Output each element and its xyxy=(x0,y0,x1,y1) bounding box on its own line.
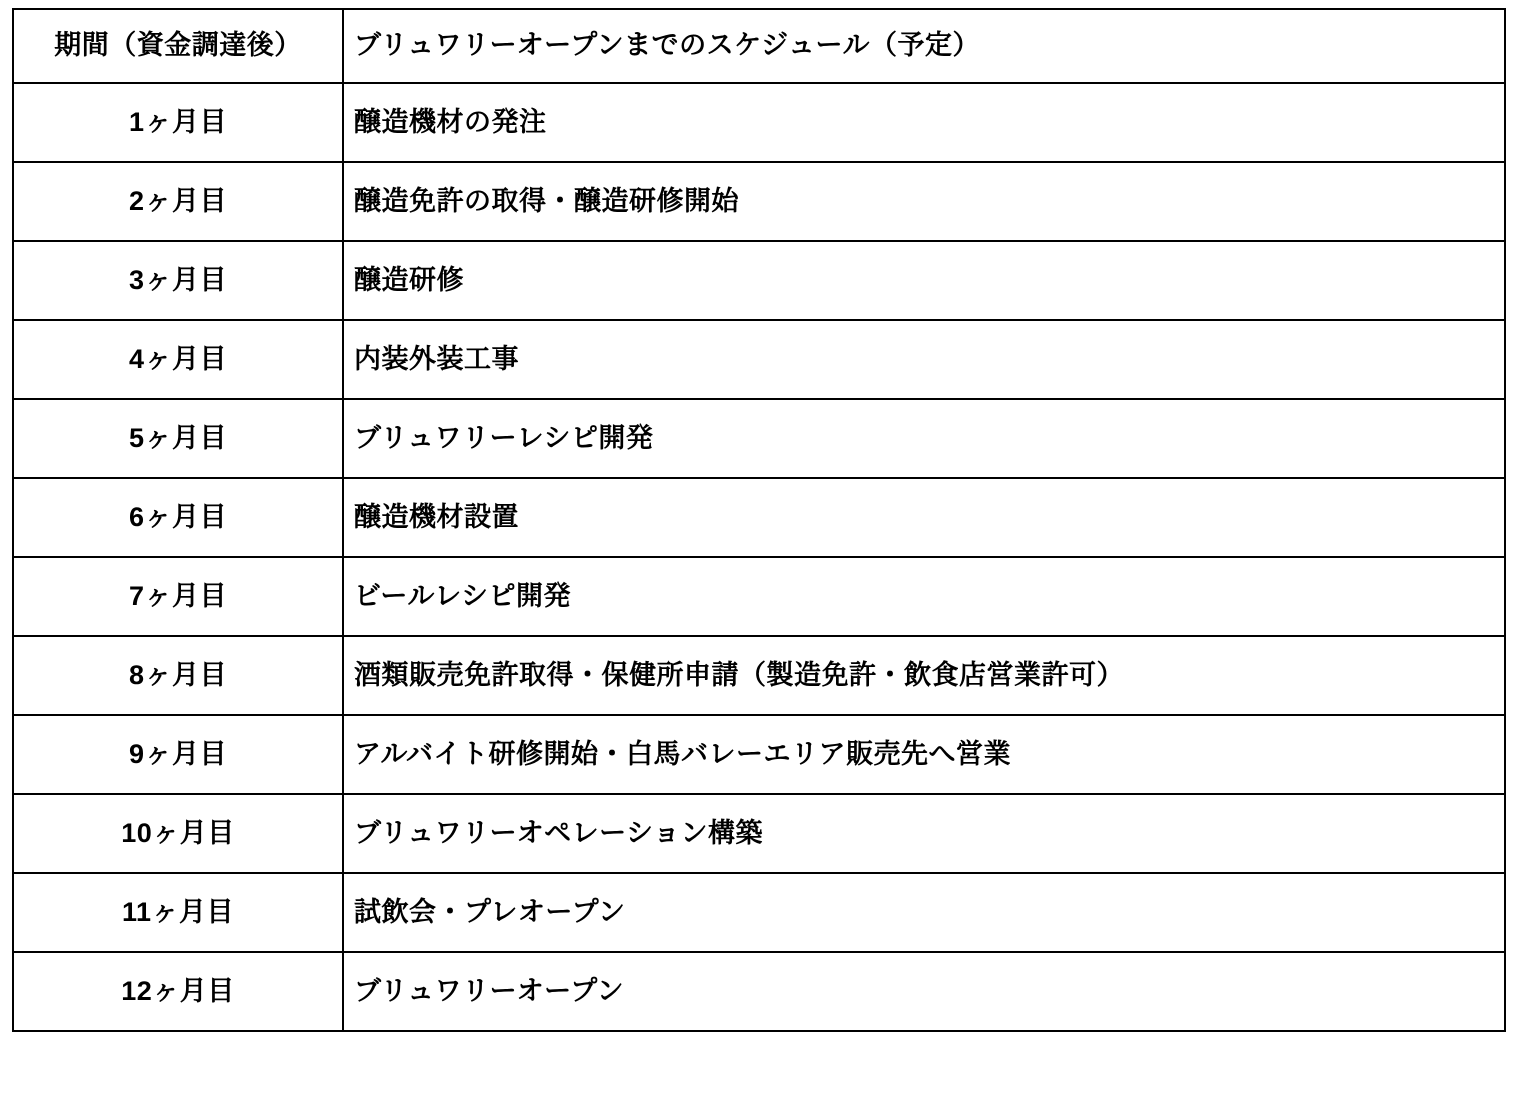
table-header xyxy=(13,9,1505,83)
cell-task: 試飲会・プレオープン xyxy=(343,873,1505,952)
cell-period: 2ヶ月目 xyxy=(13,162,343,241)
table-row xyxy=(13,241,1505,320)
cell-period: 9ヶ月目 xyxy=(13,715,343,794)
cell-period: 4ヶ月目 xyxy=(13,320,343,399)
column-header-task: ブリュワリーオープンまでのスケジュール（予定） xyxy=(343,9,1505,83)
cell-period: 12ヶ月目 xyxy=(13,952,343,1031)
table-row xyxy=(13,399,1505,478)
cell-period: 8ヶ月目 xyxy=(13,636,343,715)
table-row xyxy=(13,83,1505,162)
cell-task: ブリュワリーレシピ開発 xyxy=(343,399,1505,478)
cell-task: 酒類販売免許取得・保健所申請（製造免許・飲食店営業許可） xyxy=(343,636,1505,715)
table-row xyxy=(13,162,1505,241)
table-row xyxy=(13,557,1505,636)
cell-period: 5ヶ月目 xyxy=(13,399,343,478)
table-row xyxy=(13,478,1505,557)
table-row xyxy=(13,952,1505,1031)
table-body xyxy=(13,83,1505,1031)
cell-period: 3ヶ月目 xyxy=(13,241,343,320)
brewery-opening-schedule-table xyxy=(12,8,1506,1032)
cell-period: 1ヶ月目 xyxy=(13,83,343,162)
cell-task: 内装外装工事 xyxy=(343,320,1505,399)
table-row xyxy=(13,715,1505,794)
cell-period: 7ヶ月目 xyxy=(13,557,343,636)
table-row xyxy=(13,636,1505,715)
column-header-period: 期間（資金調達後） xyxy=(13,9,343,83)
cell-task: 醸造免許の取得・醸造研修開始 xyxy=(343,162,1505,241)
table-row xyxy=(13,320,1505,399)
table-row xyxy=(13,794,1505,873)
cell-period: 6ヶ月目 xyxy=(13,478,343,557)
cell-task: 醸造機材の発注 xyxy=(343,83,1505,162)
cell-task: アルバイト研修開始・白馬バレーエリア販売先へ営業 xyxy=(343,715,1505,794)
cell-task: ブリュワリーオペレーション構築 xyxy=(343,794,1505,873)
cell-period: 11ヶ月目 xyxy=(13,873,343,952)
cell-task: 醸造機材設置 xyxy=(343,478,1505,557)
cell-task: 醸造研修 xyxy=(343,241,1505,320)
cell-period: 10ヶ月目 xyxy=(13,794,343,873)
table-row xyxy=(13,873,1505,952)
cell-task: ブリュワリーオープン xyxy=(343,952,1505,1031)
cell-task: ビールレシピ開発 xyxy=(343,557,1505,636)
table-header-row xyxy=(13,9,1505,83)
